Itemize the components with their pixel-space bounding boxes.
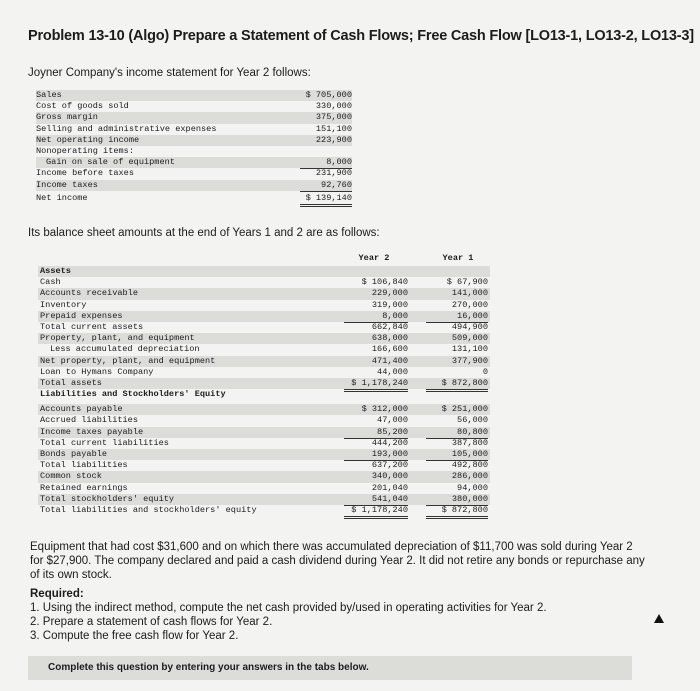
bs-value-year1: $ 872,800 [426,378,488,392]
col-header-year1: Year 1 [442,253,474,263]
bs-row [38,300,490,311]
bs-row [38,389,490,400]
is-label: Sales [36,90,62,100]
bs-value-year1: 131,100 [426,344,488,356]
is-row-nonoperating [36,146,352,157]
bs-label: Bonds payable [40,449,108,459]
bs-value-year1: 387,800 [451,437,488,448]
is-row-net-operating-income [36,135,352,146]
bs-row [38,311,490,322]
bs-value-year1: $ 67,900 [446,277,488,288]
bs-label: Total current assets [40,321,144,332]
bs-value-year2: 541,040 [344,494,408,506]
is-value: 151,100 [300,124,352,136]
is-value: $ 139,140 [300,193,352,207]
is-row-gain-equipment [36,157,352,168]
bs-value-year2: 166,600 [344,344,408,356]
is-value: 330,000 [300,101,352,113]
required-heading: Required: [30,588,84,600]
bs-label: Income taxes payable [40,426,144,437]
bs-value-year1: 380,000 [426,494,488,506]
bs-label: Common stock [40,471,102,482]
required-section [30,587,650,643]
bs-row [38,438,490,449]
bs-row [38,333,490,344]
bs-row [38,483,490,494]
required-item-2: 2. Prepare a statement of cash flows for Year 2. [30,616,273,628]
col-header-year2: Year 2 [358,253,390,263]
complete-question-bar: Complete this question by entering your answers in the tabs below. [28,656,632,680]
balance-sheet-table [38,253,490,516]
bs-row [38,367,490,378]
is-value: $ 705,000 [305,90,352,100]
bs-value-year1: 509,000 [451,333,488,344]
is-value: 375,000 [315,112,352,123]
bs-row [38,404,490,415]
bs-value-year1: 494,900 [451,321,488,332]
bs-label: Total stockholders' equity [40,493,175,504]
bs-value-year1: $ 251,000 [441,404,488,415]
bs-label: Total assets [40,377,102,388]
is-row-sales [36,90,352,101]
bs-row [38,449,490,460]
bs-value-year1: 56,000 [457,415,488,426]
bs-row [38,505,490,516]
balance-sheet-rows [38,266,490,516]
is-label: Gross margin [36,112,98,123]
balance-sheet-header [38,253,490,264]
bs-value-year2: $ 312,000 [361,404,408,415]
is-row-income-before-taxes [36,168,352,179]
bs-value-year2: 201,040 [344,483,408,495]
bs-value-year1: 492,800 [451,460,488,471]
bs-value-year1: 105,000 [426,449,488,461]
bs-value-year1: 80,800 [426,427,488,439]
bs-label: Total liabilities [40,460,128,471]
bs-value-year2: 471,400 [371,355,408,366]
is-label: Nonoperating items: [36,145,134,156]
bs-row [38,277,490,288]
is-value: 223,900 [315,134,352,145]
bs-label: Property, plant, and equipment [40,333,195,344]
is-row-income-taxes [36,180,352,191]
bs-value-year2: $ 1,178,240 [344,505,408,519]
is-row-gross-margin [36,112,352,123]
is-label: Net operating income [36,134,140,145]
is-row-cogs [36,101,352,112]
bs-row [38,415,490,426]
is-row-net-income [36,193,352,204]
bs-label: Liabilities and Stockholders' Equity [40,389,226,400]
is-value: 231,900 [315,168,352,179]
bs-label: Prepaid expenses [40,310,123,321]
is-label: Income before taxes [36,168,134,179]
bs-value-year2: 340,000 [371,471,408,482]
bs-row [38,460,490,471]
bs-label: Total current liabilities [40,437,169,448]
bs-label: Less accumulated depreciation [50,344,200,355]
bs-label: Accrued liabilities [40,415,138,426]
bs-value-year2: 319,000 [371,299,408,310]
is-value: 8,000 [300,157,352,169]
bs-value-year1: 141,000 [451,288,488,299]
bs-label: Net property, plant, and equipment [40,355,216,366]
bs-label: Assets [40,266,71,276]
bs-row [38,378,490,389]
income-statement-table [36,90,352,204]
bs-value-year2: 47,000 [377,415,408,426]
is-value: 92,760 [300,180,352,192]
bs-value-year2: $ 106,840 [361,277,408,288]
bs-value-year2: 44,000 [344,367,408,379]
bs-label: Cash [40,277,61,288]
bs-label: Total liabilities and stockholders' equity [40,504,257,515]
bs-value-year1: 0 [426,367,488,379]
bs-label: Loan to Hymans Company [40,366,154,377]
bs-value-year2: 8,000 [344,311,408,323]
is-label: Income taxes [36,179,98,190]
bs-row [38,266,490,277]
problem-title: Problem 13-10 (Algo) Prepare a Statement of Cash Flows; Free Cash Flow [LO13-1, LO13-2, LO13-3] [28,28,694,44]
bs-value-year1: $ 872,800 [426,505,488,519]
bs-value-year2: 444,200 [371,437,408,448]
equipment-note: Equipment that had cost $31,600 and on which there was accumulated depreciation of $11,700 was sold during Year 2 for $27,900. The company declared and paid a cash dividend during Year 2. It did not retire any bonds or repurchase any of its own stock. [30,541,645,581]
is-label: Gain on sale of equipment [46,157,175,168]
bs-row [38,356,490,367]
balance-sheet-intro: Its balance sheet amounts at the end of Years 1 and 2 are as follows: [28,227,380,239]
income-statement-intro: Joyner Company's income statement for Year 2 follows: [28,67,311,79]
bs-value-year2: 229,000 [371,288,408,299]
is-label: Cost of goods sold [36,101,129,112]
bs-row [38,288,490,299]
bs-row [38,344,490,355]
bs-label: Accounts payable [40,404,123,415]
is-row-selling-admin [36,124,352,135]
bs-value-year2: 85,200 [344,427,408,439]
mouse-cursor-icon [654,614,664,623]
required-item-3: 3. Compute the free cash flow for Year 2. [30,630,239,642]
bs-label: Inventory [40,299,87,310]
bs-row [38,322,490,333]
bs-value-year2: 638,000 [371,333,408,344]
bs-value-year2: 662,840 [371,321,408,332]
bs-value-year1: 16,000 [426,311,488,323]
bs-row [38,471,490,482]
bs-value-year1: 270,000 [451,299,488,310]
bs-row [38,427,490,438]
is-label: Selling and administrative expenses [36,123,217,134]
required-item-1: 1. Using the indirect method, compute the net cash provided by/used in operating activities for Year 2. [30,602,547,614]
bs-value-year1: 94,000 [426,483,488,495]
bs-row [38,494,490,505]
bs-value-year2: 193,000 [344,449,408,461]
bs-label: Accounts receivable [40,288,138,299]
bs-value-year2: $ 1,178,240 [344,378,408,392]
bs-value-year1: 286,000 [451,471,488,482]
is-label: Net income [36,192,88,203]
bs-value-year1: 377,900 [451,355,488,366]
bs-value-year2: 637,200 [371,460,408,471]
bs-label: Retained earnings [40,482,128,493]
